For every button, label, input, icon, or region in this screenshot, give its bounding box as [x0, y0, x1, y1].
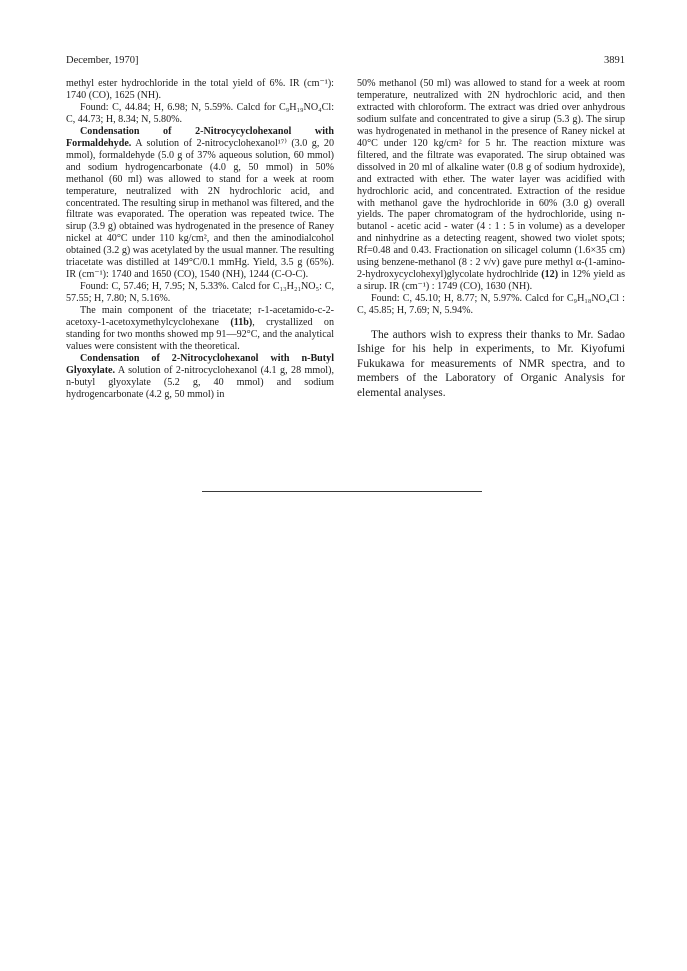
paragraph — [357, 78, 625, 293]
section-butyl-glyoxylate — [66, 353, 334, 401]
paragraph-text: , crystallized on standing for two months showed mp 91—92°C, and the analytical values were consistent with the theoretical. — [66, 317, 334, 352]
compound-label: (11b) — [230, 317, 253, 329]
left-column — [66, 78, 334, 401]
compound-label: (12) — [541, 269, 559, 281]
analysis-paragraph: Found: C, 44.84; H, 6.98; N, 5.59%. Calcd for C₉H₁₉NO₄Cl: C, 44.73; H, 8.34; N, 5.80%. — [66, 101, 334, 125]
section-body: A solution of 2-nitrocyclohexanol¹⁷⁾ (3.0 g, 20 mmol), formaldehyde (5.0 g of 37% aqueous solution, 60 mmol) and sodium hydrogencarbonate (4.0 g, 50 mmol) in 50% methanol (60 ml) was allowed to stand for a week at room temperature, neutralized with 2N hydrochloric acid, and concentrated. The resulting sirup in methanol was filtered, and the filtrate was evaporated. The operation was repeated twice. The sirup (3.9 g) obtained was hydrogenated in the presence of Raney nickel at 40°C under 110 kg/cm², and then the aminodialcohol obtained (3.2 g) was acetylated by the usual manner. The resulting triacetate was distilled at 149°C/0.1 mmHg. Yield, 3.5 g (65%). IR (cm⁻¹): 1740 and 1650 (CO), 1540 (NH), 1244 (C-O-C). — [66, 137, 334, 281]
analysis-paragraph: Found: C, 45.10; H, 8.77; N, 5.97%. Calcd for C₉H₁₈NO₄Cl : C, 45.85; H, 7.69; N, 5.94%. — [357, 293, 625, 317]
section-formaldehyde — [66, 126, 334, 281]
paragraph-text: in 12% yield as a sirup. IR (cm⁻¹) : 1749 (CO), 1630 (NH). — [357, 269, 625, 293]
page-number: 3891 — [604, 55, 625, 66]
divider-rule — [202, 491, 482, 492]
issue-date: December, 1970] — [66, 55, 139, 66]
section-heading: Condensation of 2-Nitrocyclohexanol with n-Butyl Glyoxylate. — [66, 352, 334, 376]
paragraph — [66, 305, 334, 353]
paragraph-text: 50% methanol (50 ml) was allowed to stand for a week at room temperature, neutralized with 2N hydrochloric acid, and then extracted with chloroform. The extract was dried over anhydrous sodium sulfate and concentrated to give a sirup (5.3 g). The sirup was hydrogenated in methanol in the presence of Raney nickel at 40°C under 120 kg/cm² for 5 hr. The reaction mixture was filtered, and the filtrate was evaporated. The sirup obtained was dissolved in 20 ml of alkaline water (0.8 g of sodium hydroxide), and extracted with ether. The water layer was acidified with hydrochloric acid, and concentrated. Extraction of the residue with methanol gave the hydrochloride in 60% (3.0 g) overall yields. The paper chromatogram of the hydrochloride, using n-butanol - acetic acid - water (4 : 1 : 5 in volume) as a developer and ninhydrine as a detecting reagent, showed two violet spots; Rf=0.48 and 0.43. Fractionation on silicagel column (1.6×35 cm) using benzene-methanol (8 : 2 v/v) gave pure methyl α-(1-amino-2-hydroxycyclohexyl)glycolate hydrochlride — [357, 78, 625, 281]
paragraph: methyl ester hydrochloride in the total yield of 6%. IR (cm⁻¹): 1740 (CO), 1625 (NH). — [66, 78, 334, 101]
right-column — [357, 78, 625, 400]
page-header — [66, 55, 625, 69]
paragraph-text: The main component of the triacetate; r-1-acetamido-c-2-acetoxy-1-acetoxymethylcyclohexane — [66, 305, 334, 329]
acknowledgement: The authors wish to express their thanks to Mr. Sadao Ishige for his help in experiments, to Mr. Kiyofumi Fukukawa for measurements of NMR spectra, and to members of the Laboratory of Organic Analysis for elemental analyses. — [357, 329, 625, 399]
analysis-paragraph: Found: C, 57.46; H, 7.95; N, 5.33%. Calcd for C₁₃H₂₁NO₅: C, 57.55; H, 7.80; N, 5.16%. — [66, 281, 334, 305]
section-body: A solution of 2-nitrocyclohexanol (4.1 g, 28 mmol), n-butyl glyoxylate (5.2 g, 40 mmol) and sodium hydrogencarbonate (4.2 g, 50 mmol) in — [66, 364, 334, 400]
section-heading: Condensation of 2-Nitrocycyclohexanol with Formaldehyde. — [66, 125, 334, 149]
